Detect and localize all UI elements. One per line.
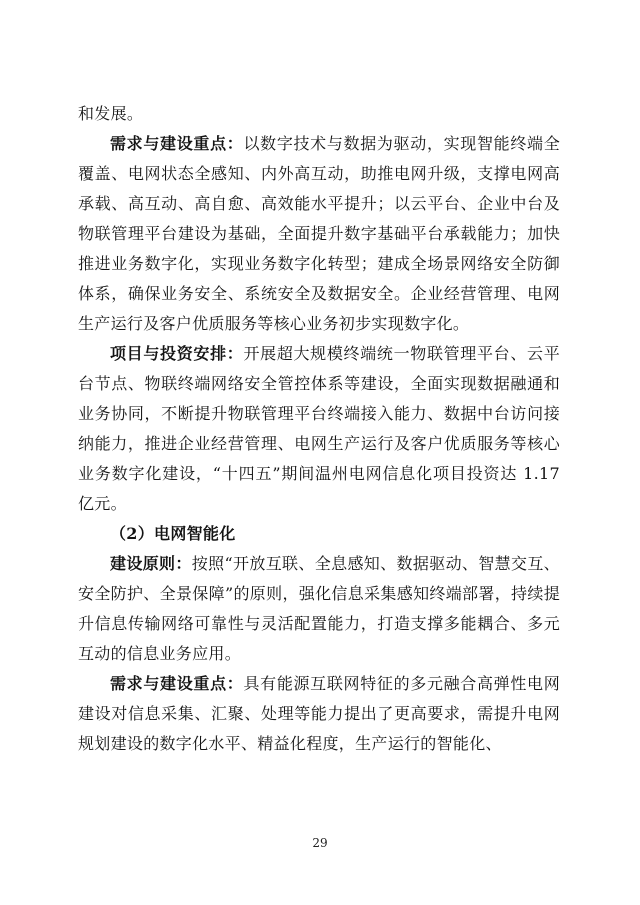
paragraph-continuation — [78, 99, 560, 129]
paragraph-demand-and-key-points-1 — [78, 129, 560, 339]
paragraph-text: 按照“开放互联、全息感知、数据驱动、智慧交互、安全防护、全景保障”的原则，强化信息采集感知终端部署，持续提升信息传输网络可靠性与灵活配置能力，打造支撑多能耦合、多元互动的信息业务应用。 — [78, 554, 560, 663]
paragraph-construction-principles — [78, 549, 560, 669]
page-number: 29 — [312, 836, 328, 850]
paragraph-text: 开展超大规模终端统一物联管理平台、云平台节点、物联终端网络安全管控体系等建设，全面实现数据融通和业务协同，不断提升物联管理平台终端接入能力、数据中台访问接纳能力，推进企业经营管理、电网生产运行及客户优质服务等核心业务数字化建设，“十四五”期间温州电网信息化项目投资达 1.17 亿元。 — [78, 344, 561, 513]
paragraph-label: 建设原则： — [110, 554, 192, 573]
paragraph-demand-and-key-points-2 — [78, 669, 560, 759]
paragraph-label: 项目与投资安排： — [110, 344, 244, 363]
heading-grid-intelligence — [78, 519, 560, 549]
paragraph-label: 需求与建设重点： — [110, 134, 244, 153]
paragraph-project-and-investment — [78, 339, 560, 519]
paragraph-text: 具有能源互联网特征的多元融合高弹性电网建设对信息采集、汇聚、处理等能力提出了更高要求，需提升电网规划建设的数字化水平、精益化程度，生产运行的智能化、 — [78, 674, 561, 753]
paragraph-label: （2）电网智能化 — [110, 524, 236, 543]
paragraph-label: 需求与建设重点： — [110, 674, 244, 693]
document-body — [78, 99, 560, 759]
paragraph-text: 和发展。 — [78, 104, 144, 123]
paragraph-text: 以数字技术与数据为驱动，实现智能终端全覆盖、电网状态全感知、内外高互动，助推电网升级，支撑电网高承载、高互动、高自愈、高效能水平提升；以云平台、企业中台及物联管理平台建设为基础，全面提升数字基础平台承载能力；加快推进业务数字化，实现业务数字化转型；建成全场景网络安全防御体系，确保业务安全、系统安全及数据安全。企业经营管理、电网生产运行及客户优质服务等核心业务初步实现数字化。 — [78, 134, 561, 333]
